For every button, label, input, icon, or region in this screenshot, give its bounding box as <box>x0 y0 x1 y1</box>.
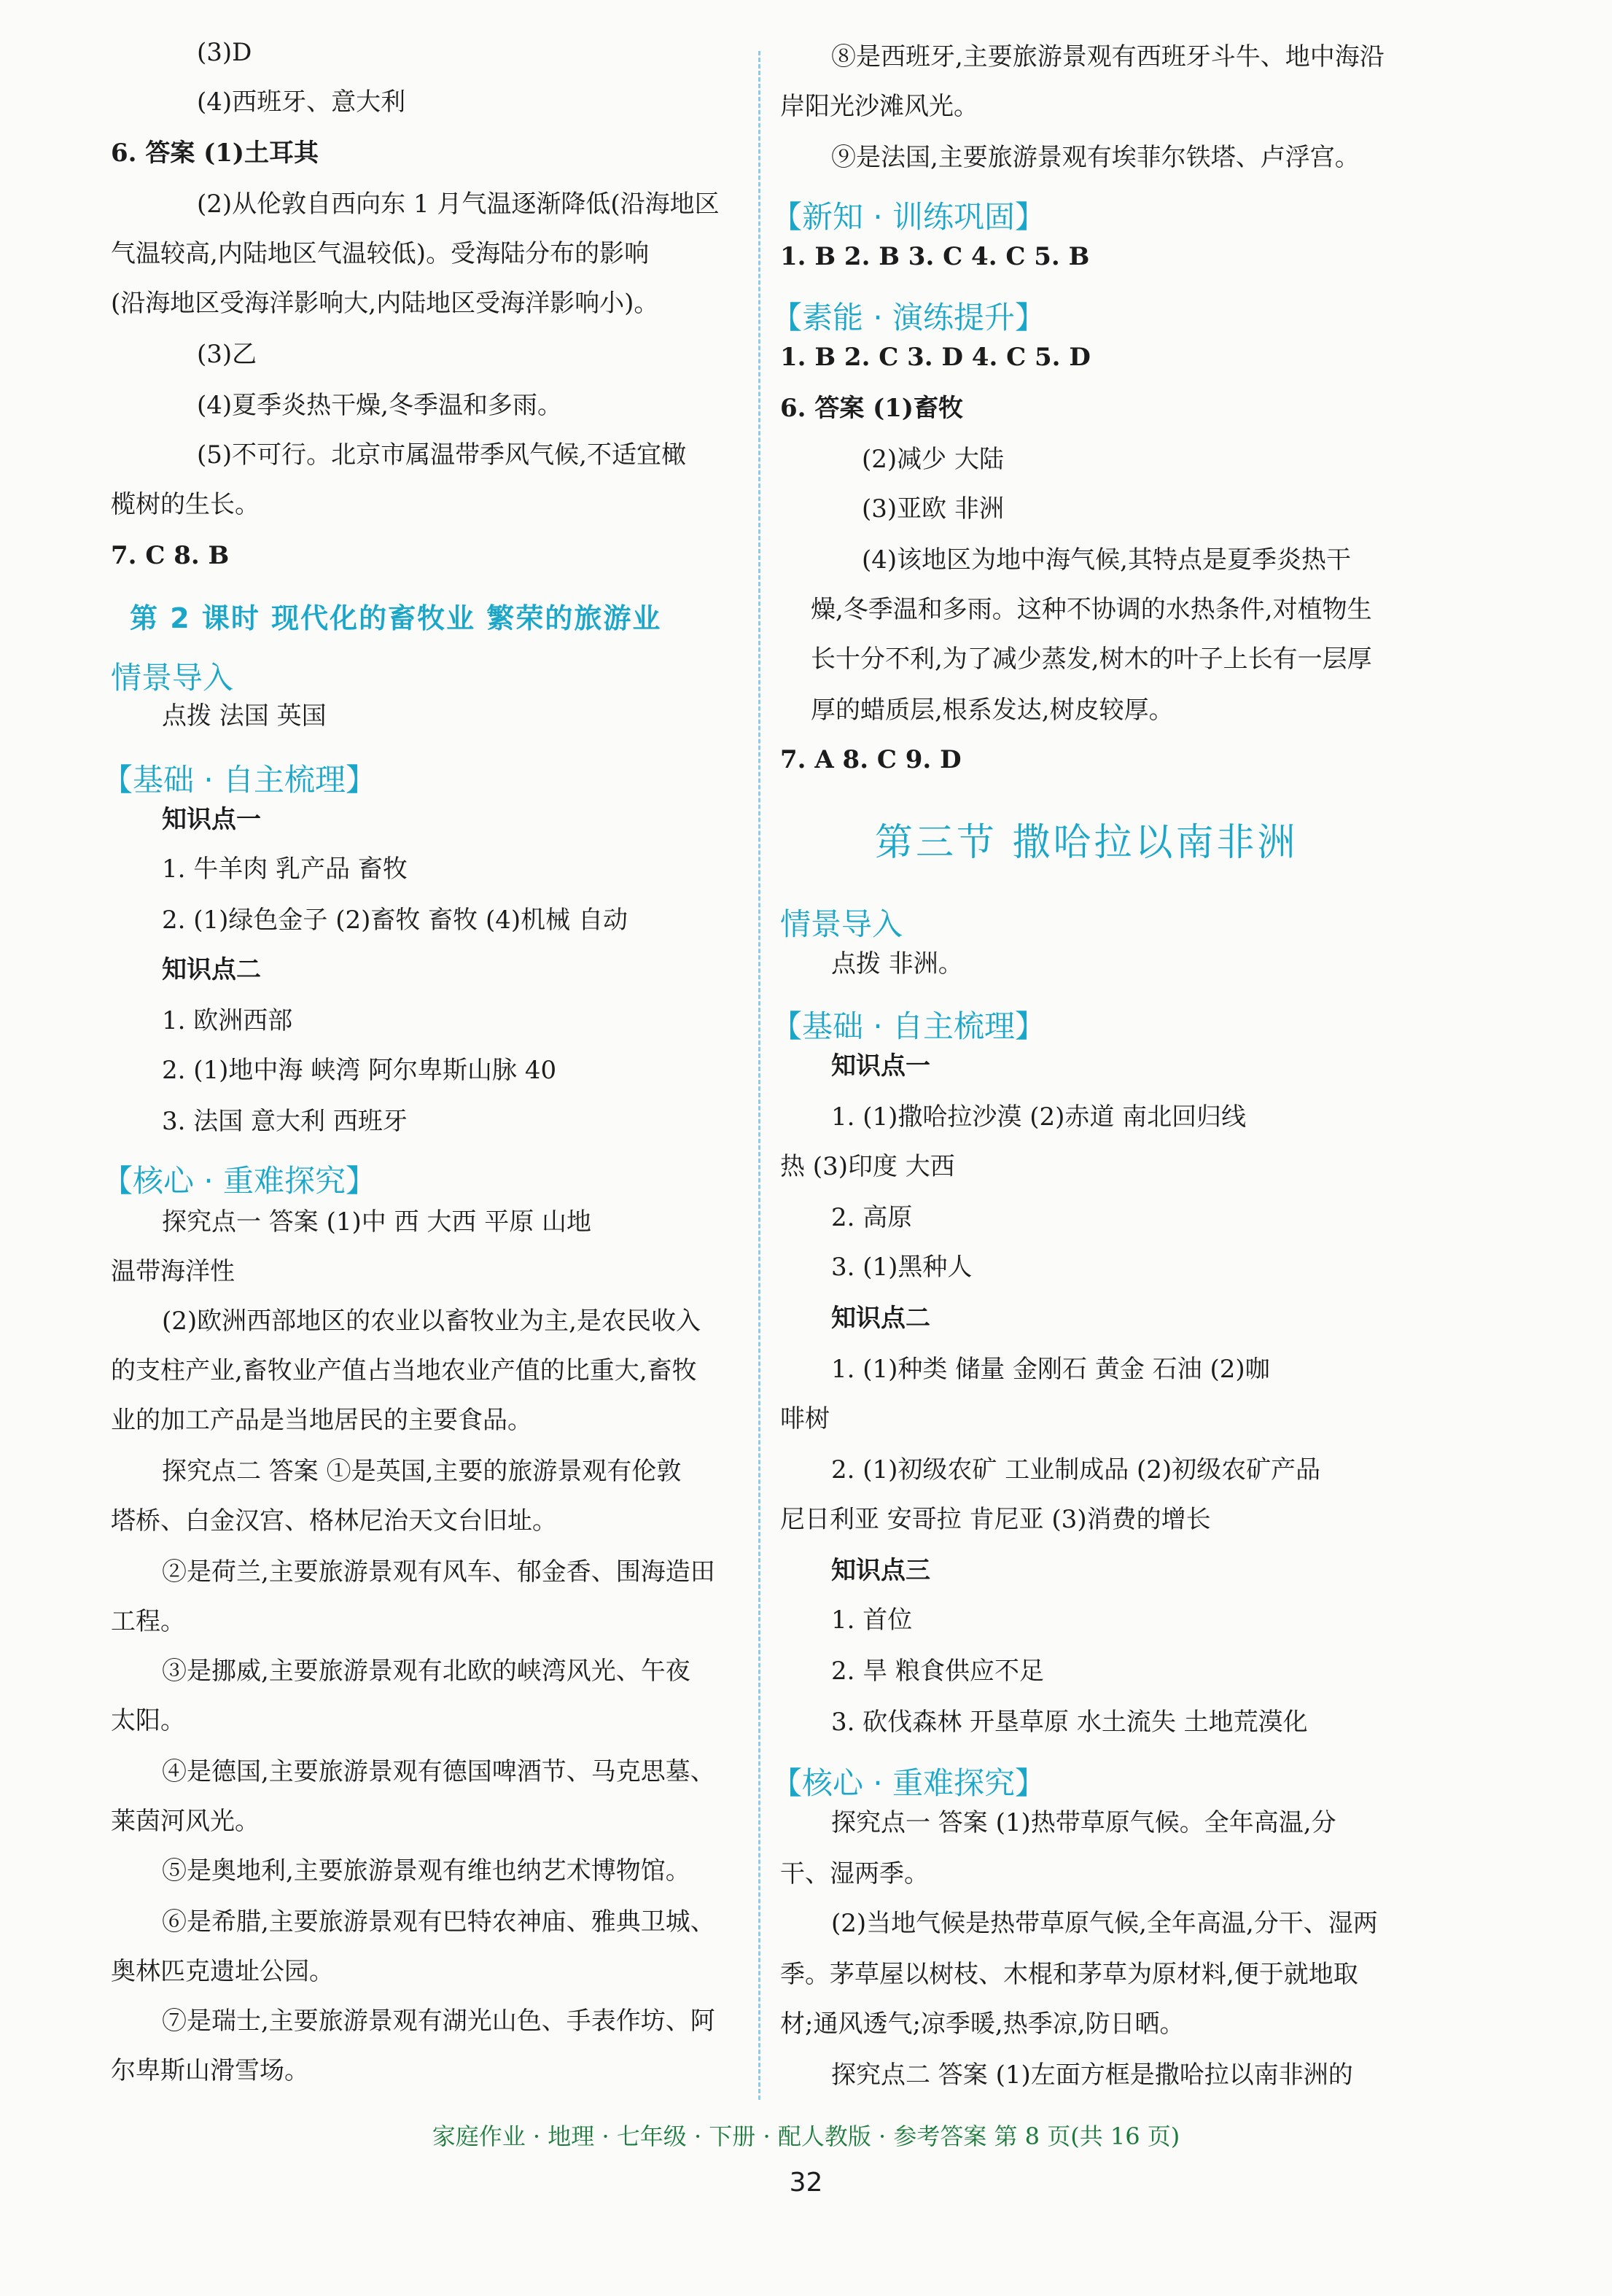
right-heading: 【素能 · 演练提升】 <box>771 300 1046 335</box>
right-text-line: 热 (3)印度 大西 <box>780 1152 955 1181</box>
right-text-line: (2)当地气候是热带草原气候,全年高温,分干、湿两 <box>831 1909 1378 1938</box>
right-text-line: 知识点三 <box>831 1556 930 1585</box>
left-text-line: 1. 牛羊肉 乳产品 畜牧 <box>162 855 408 884</box>
right-text-line: 1. (1)种类 储量 金刚石 黄金 石油 (2)咖 <box>831 1355 1270 1384</box>
left-text-line: 奥林匹克遗址公园。 <box>111 1957 334 1986</box>
right-text-line: (2)减少 大陆 <box>862 445 1004 474</box>
left-text-line: ⑤是奥地利,主要旅游景观有维也纳艺术博物馆。 <box>162 1856 690 1886</box>
left-text-line: ②是荷兰,主要旅游景观有风车、郁金香、围海造田 <box>162 1557 715 1587</box>
right-text-line: 点拨 非洲。 <box>831 949 963 978</box>
left-text-line: 尔卑斯山滑雪场。 <box>111 2056 309 2085</box>
left-text-line: 知识点二 <box>162 955 261 984</box>
left-text-line: (2)从伦敦自西向东 1 月气温逐渐降低(沿海地区 <box>197 190 720 219</box>
right-text-line: 啡树 <box>780 1404 830 1433</box>
right-text-line: 长十分不利,为了减少蒸发,树木的叶子上长有一层厚 <box>811 645 1372 674</box>
right-text-line: 探究点一 答案 (1)热带草原气候。全年高温,分 <box>831 1808 1336 1837</box>
left-text-line: ③是挪威,主要旅游景观有北欧的峡湾风光、午夜 <box>162 1657 690 1686</box>
right-text-line: 厚的蜡质层,根系发达,树皮较厚。 <box>811 696 1174 725</box>
page-footer: 家庭作业 · 地理 · 七年级 · 下册 · 配人教版 · 参考答案 第 8 页(共 16 页) <box>432 2122 1180 2150</box>
right-heading: 情景导入 <box>780 906 903 942</box>
left-heading: 【基础 · 自主梳理】 <box>102 762 377 798</box>
left-text-line: 2. (1)地中海 峡湾 阿尔卑斯山脉 40 <box>162 1056 557 1085</box>
right-text-line: 燥,冬季温和多雨。这种不协调的水热条件,对植物生 <box>811 595 1372 624</box>
right-text-line: 1. B 2. C 3. D 4. C 5. D <box>780 343 1091 372</box>
right-text-line: ⑧是西班牙,主要旅游景观有西班牙斗牛、地中海沿 <box>831 42 1385 71</box>
right-text-line: (4)该地区为地中海气候,其特点是夏季炎热干 <box>862 545 1351 575</box>
left-text-line: ⑥是希腊,主要旅游景观有巴特农神庙、雅典卫城、 <box>162 1907 715 1937</box>
right-text-line: 3. (1)黑种人 <box>831 1253 973 1282</box>
right-text-line: ⑨是法国,主要旅游景观有埃菲尔铁塔、卢浮宫。 <box>831 143 1360 172</box>
right-text-line: 1. B 2. B 3. C 4. C 5. B <box>780 242 1090 271</box>
left-text-line: 业的加工产品是当地居民的主要食品。 <box>111 1406 532 1435</box>
left-text-line: (2)欧洲西部地区的农业以畜牧业为主,是农民收入 <box>162 1307 701 1336</box>
right-text-line: 7. A 8. C 9. D <box>780 745 962 774</box>
left-text-line: 榄树的生长。 <box>111 490 260 519</box>
left-text-line: 点拨 法国 英国 <box>162 701 327 731</box>
left-text-line: (4)西班牙、意大利 <box>197 87 406 117</box>
left-text-line: 气温较高,内陆地区气温较低)。受海陆分布的影响 <box>111 239 650 268</box>
column-divider <box>758 51 760 2100</box>
right-heading: 【基础 · 自主梳理】 <box>771 1008 1046 1044</box>
left-text-line: 太阳。 <box>111 1706 185 1735</box>
right-text-line: 2. 高原 <box>831 1203 913 1232</box>
right-text-line: 1. (1)撒哈拉沙漠 (2)赤道 南北回归线 <box>831 1102 1247 1132</box>
left-text-line: 温带海洋性 <box>111 1257 235 1286</box>
right-text-line: 探究点二 答案 (1)左面方框是撒哈拉以南非洲的 <box>831 2060 1353 2090</box>
right-text-line: 岸阳光沙滩风光。 <box>780 92 978 121</box>
right-text-line: 2. (1)初级农矿 工业制成品 (2)初级农矿产品 <box>831 1455 1321 1484</box>
left-text-line: (4)夏季炎热干燥,冬季温和多雨。 <box>197 391 562 420</box>
left-text-line: 莱茵河风光。 <box>111 1807 260 1836</box>
right-heading: 第三节 撒哈拉以南非洲 <box>875 821 1298 865</box>
left-text-line: 6. 答案 (1)土耳其 <box>111 139 319 168</box>
left-text-line: ④是德国,主要旅游景观有德国啤酒节、马克思墓、 <box>162 1757 715 1786</box>
left-text-line: 塔桥、白金汉宫、格林尼治天文台旧址。 <box>111 1506 557 1536</box>
left-text-line: 7. C 8. B <box>111 541 230 570</box>
right-text-line: 季。茅草屋以树枝、木棍和茅草为原材料,便于就地取 <box>780 1960 1358 1989</box>
left-text-line: 知识点一 <box>162 805 261 834</box>
right-text-line: 知识点二 <box>831 1304 930 1333</box>
left-text-line: 探究点一 答案 (1)中 西 大西 平原 山地 <box>162 1207 592 1237</box>
left-text-line: 工程。 <box>111 1607 185 1636</box>
right-text-line: 2. 旱 粮食供应不足 <box>831 1657 1045 1686</box>
right-heading: 【核心 · 重难探究】 <box>771 1765 1046 1801</box>
right-text-line: 1. 首位 <box>831 1606 913 1635</box>
left-text-line: 的支柱产业,畜牧业产值占当地农业产值的比重大,畜牧 <box>111 1356 697 1385</box>
right-text-line: 尼日利亚 安哥拉 肯尼亚 (3)消费的增长 <box>780 1505 1211 1534</box>
left-text-line: 1. 欧洲西部 <box>162 1006 293 1035</box>
right-text-line: 材;通风透气;凉季暖,热季凉,防日晒。 <box>780 2009 1185 2039</box>
right-text-line: (3)亚欧 非洲 <box>862 494 1004 524</box>
right-heading: 【新知 · 训练巩固】 <box>771 199 1046 235</box>
left-text-line: (沿海地区受海洋影响大,内陆地区受海洋影响小)。 <box>111 289 659 318</box>
left-text-line: ⑦是瑞士,主要旅游景观有湖光山色、手表作坊、阿 <box>162 2007 715 2036</box>
left-text-line: 3. 法国 意大利 西班牙 <box>162 1107 408 1136</box>
left-heading: 【核心 · 重难探究】 <box>102 1163 377 1199</box>
right-text-line: 3. 砍伐森林 开垦草原 水土流失 土地荒漠化 <box>831 1708 1308 1737</box>
right-text-line: 6. 答案 (1)畜牧 <box>780 394 963 423</box>
page-number: 32 <box>789 2168 823 2198</box>
left-heading: 情景导入 <box>111 660 234 696</box>
left-text-line: 探究点二 答案 ①是英国,主要的旅游景观有伦敦 <box>162 1457 682 1486</box>
left-text-line: (5)不可行。北京市属温带季风气候,不适宜橄 <box>197 440 686 470</box>
right-text-line: 知识点一 <box>831 1051 930 1081</box>
left-text-line: (3)D <box>197 38 252 67</box>
left-heading: 第 2 课时 现代化的畜牧业 繁荣的旅游业 <box>130 602 662 634</box>
left-text-line: (3)乙 <box>197 340 257 369</box>
right-text-line: 干、湿两季。 <box>780 1859 929 1888</box>
left-text-line: 2. (1)绿色金子 (2)畜牧 畜牧 (4)机械 自动 <box>162 906 628 935</box>
